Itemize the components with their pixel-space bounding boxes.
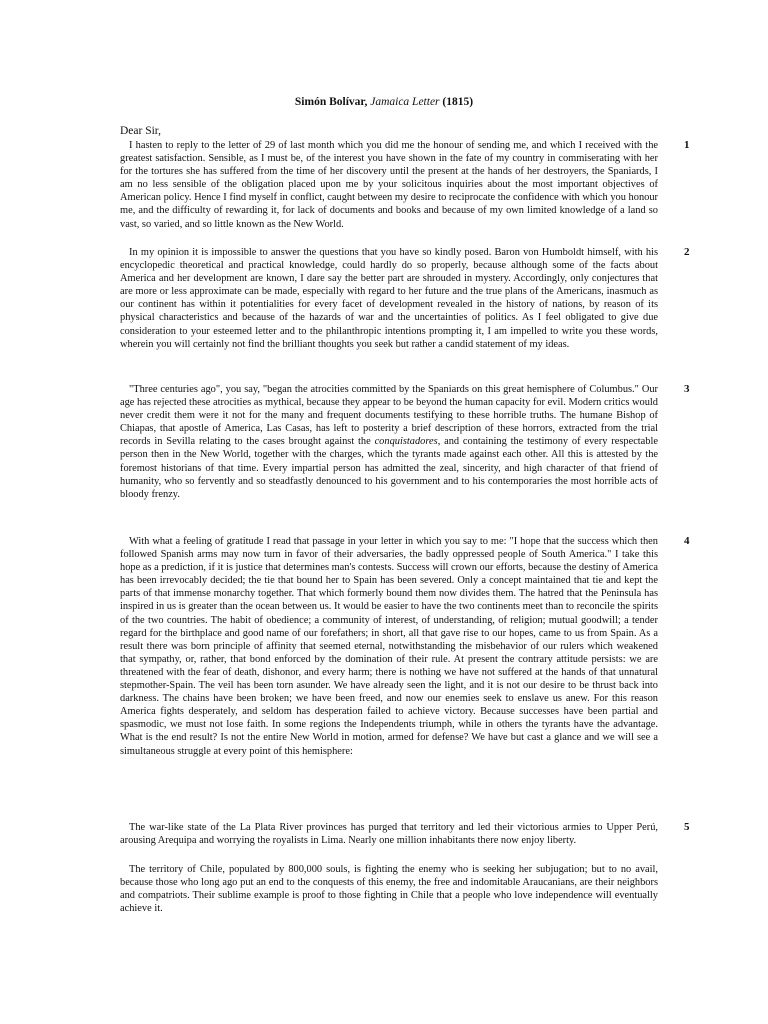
- paragraph-5: [120, 821, 658, 847]
- paragraph-text: [120, 383, 658, 501]
- paragraph-number: 4: [684, 535, 690, 547]
- paragraph-text: I hasten to reply to the letter of 29 of last month which you did me the honour of sending me, and which I received with the greatest satisfaction. Sensible, as I must be, of the interest you have shown in the fate of my country in commiserating with her for the tortures she has suffered from the time of her discovery until the present at the hands of her destroyers, the Spaniards, I am no less sensible of the obligation placed upon me by your solicitous inquiries about the most important objectives of American policy. Hence I find myself in conflict, caught between my desire to reciprocate the confidence with which you honour me, and the difficulty of rewarding it, for lack of documents and books and because of my own limited knowledge of a land so vast, so varied, and so little known as the New World.: [120, 140, 658, 230]
- paragraph-text-start: "Three centuries ago", you say, "began the atrocities committed by the Spaniards on this great hemisphere of Columbus." Our age has rejected these atrocities as mythical, because they appear to be beyond the human capacity for evil. Modern critics would never credit them were it not for the many and frequent documents testifying to these horrible truths. The humane Bishop of Chiapas, that apostle of America, Las Casas, has left to posterity a brief description of these horrors, extracted from the trial records in Sevilla relating to the cases brought against the: [120, 384, 658, 448]
- paragraph-4: [120, 535, 658, 758]
- paragraph-3: [120, 383, 658, 501]
- paragraph-text: The territory of Chile, populated by 800,000 souls, is fighting the enemy who is seeking her subjugation; but to no avail, because those who long ago put an end to the conquests of this enemy, the free and indomitable Araucanians, are their neighbors and compatriots. Their sublime example is proof to those fighting in Chile that a people who love independence will eventually achieve it.: [120, 864, 658, 915]
- paragraph-text: The war-like state of the La Plata River provinces has purged that territory and led their victorious armies to Upper Perú, arousing Arequipa and worrying the royalists in Lima. Nearly one million inhabitants there now enjoy liberty.: [120, 822, 658, 847]
- paragraph-number: 3: [684, 383, 690, 395]
- paragraph-6: [120, 863, 658, 915]
- emphasized-term: conquistadores: [374, 436, 438, 448]
- document-title: [0, 96, 768, 108]
- paragraph-number: 1: [684, 139, 690, 151]
- work-title: Jamaica Letter: [370, 96, 440, 108]
- paragraph-1: [120, 139, 658, 231]
- paragraph-2: [120, 246, 658, 351]
- paragraph-text: With what a feeling of gratitude I read that passage in your letter in which you say to me: "I hope that the success which then followed Spanish arms may now turn in favor of their adversaries, the badly oppressed people of South America." I take this hope as a prediction, if it is justice that determines man's contests. Success will crown our efforts, because the destiny of America has been irrevocably decided; the tie that bound her to Spain has been severed. Only a concept maintained that tie and kept the parts of that immense monarchy together. That which formerly bound them now divides them. The hatred that the Peninsula has inspired in us is greater than the ocean between us. It would be easier to have the two continents meet than to reconcile the spirits of the two countries. The habit of obedience; a community of interest, of understanding, of religion; mutual goodwill; a tender regard for the birthplace and good name of our forefathers; in short, all that gave rise to our hopes, came to us from Spain. As a result there was born principle of affinity that seemed eternal, notwithstanding the misbehavior of our rulers which weakened that sympathy, or, rather, that bond enforced by the domination of their rule. At present the contrary attitude persists: we are threatened with the fear of death, dishonor, and every harm; there is nothing we have not suffered at the hands of that unnatural stepmother-Spain. The veil has been torn asunder. We have already seen the light, and it is not our desire to be thrust back into darkness. The chains have been broken; we have been freed, and now our enemies seek to enslave us anew. For this reason America fights desperately, and seldom has desperation failed to achieve victory. Because successes have been partial and spasmodic, we must not lose faith. In some regions the Independents triumph, while in others the tyrants have the advantage. What is the end result? Is not the entire New World in motion, armed for defense? We have but cast a glance and we will see a simultaneous struggle at every point of this hemisphere:: [120, 536, 658, 757]
- paragraph-number: 2: [684, 246, 690, 258]
- paragraph-text-end: , and containing the testimony of every respectable person then in the New World, together with the charges, which the tyrants made against each other. All this is attested by the foremost historians of that time. Every impartial person has admitted the zeal, sincerity, and high character of that friend of humanity, who so fervently and so steadfastly denounced to his government and to his contemporaries the most horrible acts of bloody frenzy.: [120, 436, 658, 500]
- paragraph-text: In my opinion it is impossible to answer the questions that you have so kindly posed. Baron von Humboldt himself, with his encyclopedic theoretical and practical knowledge, could hardly do so properly, because although some of the facts about America and her development are known, I dare say the better part are shrouded in mystery. Accordingly, only conjectures that are more or less approximate can be made, especially with regard to her future and the true plans of the Americans, inasmuch as our continent has within it potentialities for every facet of development revealed in the history of nations, by reason of its physical characteristics and because of the hazards of war and the uncertainties of politics. As I feel obligated to give due consideration to your esteemed letter and to the philanthropic intentions prompting it, I am impelled to write you these words, wherein you will certainly not find the brilliant thoughts you seek but rather a candid statement of my ideas.: [120, 247, 658, 350]
- paragraph-number: 5: [684, 821, 690, 833]
- work-year: (1815): [442, 96, 474, 108]
- author-name: Simón Bolívar,: [294, 96, 368, 108]
- salutation: Dear Sir,: [120, 125, 162, 137]
